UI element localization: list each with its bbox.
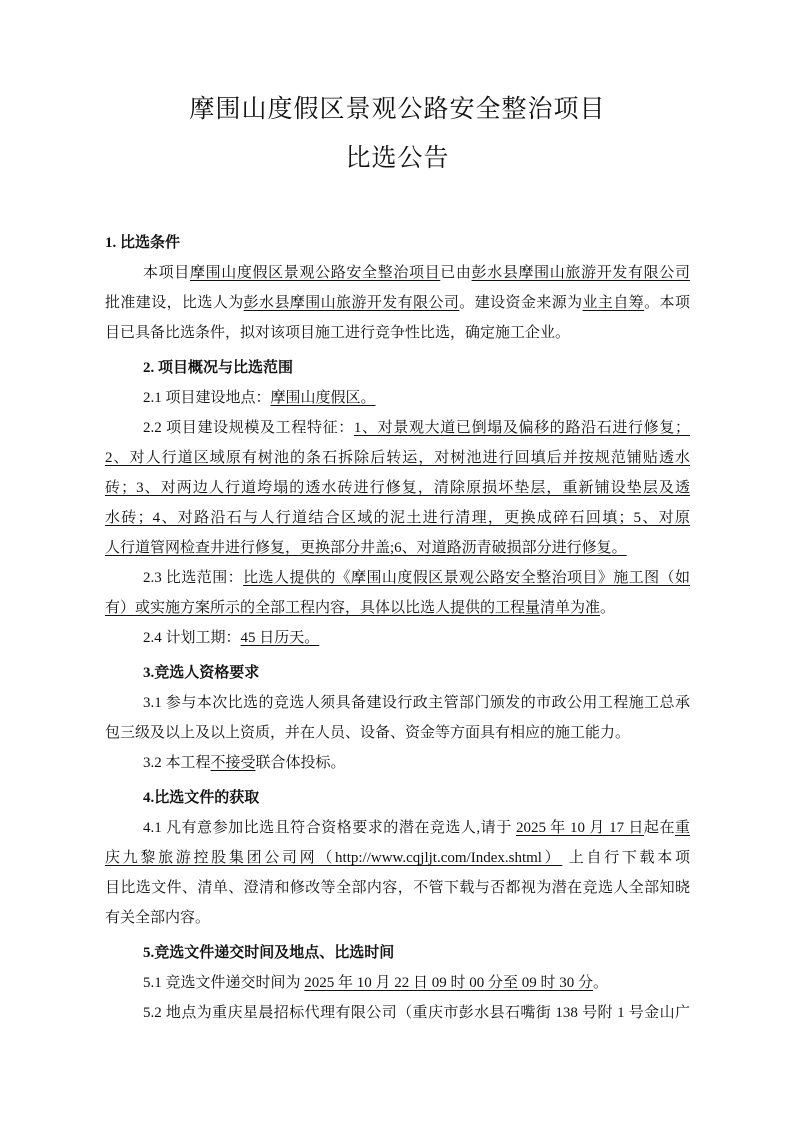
document-line <box>105 503 690 533</box>
text-run: 上自行下载本项 <box>562 850 690 866</box>
section-heading <box>105 353 690 383</box>
document-line <box>105 443 690 473</box>
text-run: 目比选文件、清单、澄清和修改等全部内容，不管下载与否都视为潜在竞选人全部知晓 <box>105 880 690 896</box>
document-title: 摩围山度假区景观公路安全整治项目 <box>189 96 606 123</box>
underlined-text: 砖；3、对两边人行道垮塌的透水砖进行修复，清除原损坏垫层，重新铺设垫层及透 <box>105 480 690 496</box>
text-run: 起在 <box>643 820 675 836</box>
document-line <box>105 688 690 718</box>
underlined-text: 彭水县摩围山旅游开发有限公司 <box>243 295 460 311</box>
text-run: 3.竞选人资格要求 <box>143 665 260 681</box>
text-run: 3.2 本工程 <box>143 755 211 771</box>
text-run: 4.比选文件的获取 <box>143 790 260 806</box>
document-subtitle: 比选公告 <box>345 145 450 172</box>
document-line <box>105 413 690 443</box>
text-run: 2.2 项目建设规模及工程特征： <box>143 420 354 436</box>
underlined-text: 比选人提供的《摩围山度假区景观公路安全整治项目》施工图（如 <box>243 570 690 586</box>
document-line <box>105 563 690 593</box>
underlined-text: 有）或实施方案所示的全部工程内容，具体以比选人提供的工程量清单为准 <box>105 600 601 616</box>
text-run: 2. 项目概况与比选范围 <box>143 360 294 376</box>
text-run: 2.1 项目建设地点： <box>143 390 271 406</box>
document-line <box>105 968 690 998</box>
text-run: 。 <box>600 600 616 616</box>
underlined-text: 庆九黎旅游控股集团公司网（http://www.cqjljt.com/Index.shtml） <box>105 850 563 866</box>
text-run: 2.3 比选范围： <box>143 570 244 586</box>
underlined-text: 摩围山度假区。 <box>270 390 376 406</box>
text-run: 5.竞选文件递交时间及地点、比选时间 <box>143 945 395 961</box>
text-run: 2.4 计划工期： <box>143 630 241 646</box>
text-run: 包三级及以上及以上资质，并在人员、设备、资金等方面具有相应的施工能力。 <box>105 725 631 741</box>
document-line <box>105 258 690 288</box>
text-run: 已由 <box>440 265 472 281</box>
text-run: 批准建设，比选人为 <box>105 295 244 311</box>
document-line <box>105 813 690 843</box>
text-run: 。建设资金来源为 <box>459 295 583 311</box>
document-line <box>105 748 690 778</box>
document-line <box>105 903 690 933</box>
text-run: 。本项 <box>644 295 690 311</box>
underlined-text: 人行道管网检查井进行修复，更换部分井盖;6、对道路沥青破损部分进行修复。 <box>105 540 627 556</box>
underlined-text: 2025 年 10 月 17 日 <box>516 820 644 836</box>
underlined-text: 不接受 <box>210 755 256 771</box>
document-line <box>105 873 690 903</box>
document-line <box>105 718 690 748</box>
underlined-text: 摩围山度假区景观公路安全整治项目 <box>189 265 441 281</box>
text-run: 3.1 参与本次比选的竞选人须具备建设行政主管部门颁发的市政公用工程施工总承 <box>143 695 690 711</box>
section-heading <box>105 938 690 968</box>
underlined-text: 业主自筹 <box>582 295 645 311</box>
document-line <box>105 383 690 413</box>
text-run: 5.1 竞选文件递交时间为 <box>143 975 305 991</box>
document-line <box>105 593 690 623</box>
text-run: 本项目 <box>143 265 190 281</box>
text-run: 1. 比选条件 <box>105 235 181 251</box>
document-body <box>105 228 690 1028</box>
text-run: 4.1 凡有意参加比选且符合资格要求的潜在竞选人,请于 <box>143 820 516 836</box>
document-line <box>105 623 690 653</box>
underlined-text: 彭水县摩围山旅游开发有限公司 <box>471 265 690 281</box>
document-line <box>105 473 690 503</box>
underlined-text: 2025 年 10 月 22 日 09 时 00 分至 09 时 30 分 <box>304 975 594 991</box>
section-heading <box>105 658 690 688</box>
underlined-text: 1、对景观大道已倒塌及偏移的路沿石进行修复； <box>353 420 690 436</box>
document-line <box>105 843 690 873</box>
text-run: 5.2 地点为重庆星晨招标代理有限公司（重庆市彭水县石嘴街 138 号附 1 号金山广 <box>143 1005 690 1021</box>
text-run: 有关全部内容。 <box>105 910 211 926</box>
underlined-text: 水砖；4、对路沿石与人行道结合区域的泥土进行清理，更换成碎石回填；5、对原 <box>105 510 690 526</box>
section-heading <box>105 228 690 258</box>
document-line <box>105 288 690 318</box>
text-run: 。 <box>593 975 609 991</box>
document-line <box>105 998 690 1028</box>
document-line <box>105 533 690 563</box>
underlined-text: 2、对人行道区域原有树池的条石拆除后转运，对树池进行回填后并按规范铺贴透水 <box>105 450 690 466</box>
underlined-text: 45 日历天。 <box>240 630 320 646</box>
document-line <box>105 318 690 348</box>
text-run: 目已具备比选条件，拟对该项目施工进行竞争性比选，确定施工企业。 <box>105 325 571 341</box>
text-run: 联合体投标。 <box>255 755 346 771</box>
section-heading <box>105 783 690 813</box>
underlined-text: 重 <box>674 820 690 836</box>
